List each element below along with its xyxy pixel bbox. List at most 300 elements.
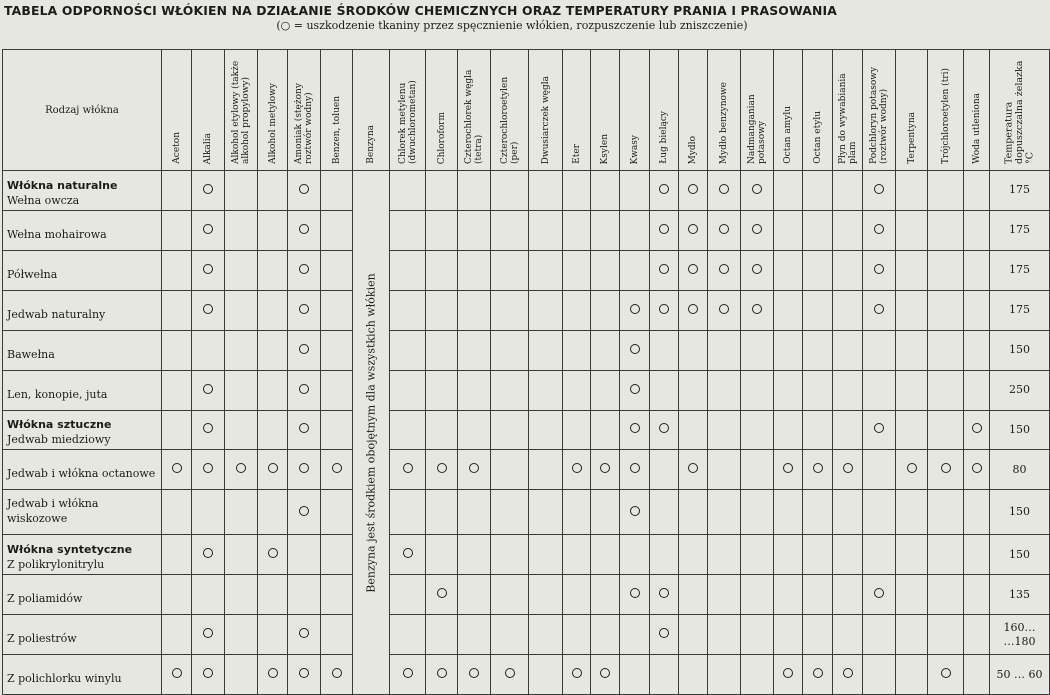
mark-cell bbox=[650, 290, 679, 330]
mark-cell bbox=[258, 210, 288, 250]
mark-cell bbox=[258, 410, 288, 450]
fiber-label: Jedwab naturalny bbox=[7, 307, 106, 321]
column-header-label: Alkohol etylowy (także alkohol propylowy) bbox=[231, 60, 251, 164]
mark-cell bbox=[162, 450, 192, 490]
fiber-label: Półwełna bbox=[7, 267, 58, 281]
mark-cell bbox=[620, 450, 650, 490]
mark-cell bbox=[258, 370, 288, 410]
mark-cell bbox=[225, 410, 258, 450]
mark-cell bbox=[964, 370, 990, 410]
table-row bbox=[3, 210, 1050, 250]
damage-circle-icon bbox=[659, 588, 669, 598]
mark-cell bbox=[774, 171, 803, 211]
fiber-name-cell bbox=[3, 290, 162, 330]
column-header bbox=[288, 50, 321, 171]
mark-cell bbox=[708, 171, 741, 211]
mark-cell bbox=[192, 290, 225, 330]
column-header bbox=[708, 50, 741, 171]
mark-cell bbox=[650, 615, 679, 655]
damage-circle-icon bbox=[752, 184, 762, 194]
column-header-label: Kwasy bbox=[629, 134, 640, 164]
damage-circle-icon bbox=[752, 224, 762, 234]
mark-cell bbox=[896, 490, 928, 535]
table-row bbox=[3, 535, 1050, 575]
damage-circle-icon bbox=[403, 548, 413, 558]
mark-cell bbox=[458, 290, 491, 330]
mark-cell bbox=[258, 535, 288, 575]
mark-cell bbox=[650, 450, 679, 490]
mark-cell bbox=[192, 490, 225, 535]
mark-cell bbox=[833, 370, 863, 410]
mark-cell bbox=[390, 290, 426, 330]
mark-cell bbox=[390, 615, 426, 655]
mark-cell bbox=[225, 450, 258, 490]
mark-cell bbox=[563, 490, 591, 535]
mark-cell bbox=[390, 450, 426, 490]
mark-cell bbox=[708, 410, 741, 450]
mark-cell bbox=[225, 490, 258, 535]
mark-cell bbox=[162, 290, 192, 330]
fiber-name-cell bbox=[3, 490, 162, 535]
mark-cell bbox=[964, 575, 990, 615]
fiber-label: Len, konopie, juta bbox=[7, 387, 108, 401]
mark-cell bbox=[529, 490, 563, 535]
mark-cell bbox=[620, 655, 650, 695]
mark-cell bbox=[928, 330, 964, 370]
mark-cell bbox=[321, 490, 353, 535]
mark-cell bbox=[563, 410, 591, 450]
mark-cell bbox=[803, 290, 833, 330]
mark-cell bbox=[162, 330, 192, 370]
mark-cell bbox=[458, 535, 491, 575]
mark-cell bbox=[928, 535, 964, 575]
mark-cell bbox=[258, 330, 288, 370]
temperature-cell: 80 bbox=[990, 450, 1050, 490]
mark-cell bbox=[679, 535, 708, 575]
column-header bbox=[896, 50, 928, 171]
mark-cell bbox=[620, 250, 650, 290]
damage-circle-icon bbox=[236, 463, 246, 473]
column-header-label: Temperatura dopuszczalna żelazka °C bbox=[1002, 60, 1035, 164]
mark-cell bbox=[288, 171, 321, 211]
mark-cell bbox=[288, 210, 321, 250]
mark-cell bbox=[863, 410, 896, 450]
mark-cell bbox=[225, 210, 258, 250]
table-row bbox=[3, 450, 1050, 490]
mark-cell bbox=[258, 290, 288, 330]
fiber-label: Wełna owcza bbox=[7, 193, 80, 207]
mark-cell bbox=[192, 450, 225, 490]
fiber-label: Jedwab i włókna wiskozowe bbox=[7, 497, 99, 526]
damage-circle-icon bbox=[813, 463, 823, 473]
damage-circle-icon bbox=[572, 668, 582, 678]
mark-cell bbox=[964, 490, 990, 535]
table-row bbox=[3, 290, 1050, 330]
damage-circle-icon bbox=[203, 264, 213, 274]
mark-cell bbox=[491, 250, 529, 290]
mark-cell bbox=[620, 210, 650, 250]
damage-circle-icon bbox=[972, 423, 982, 433]
mark-cell bbox=[458, 575, 491, 615]
mark-cell bbox=[426, 615, 458, 655]
mark-cell bbox=[591, 450, 620, 490]
column-header-label: Chloroform bbox=[436, 111, 447, 164]
mark-cell bbox=[803, 655, 833, 695]
mark-cell bbox=[288, 370, 321, 410]
mark-cell bbox=[225, 171, 258, 211]
mark-cell bbox=[774, 575, 803, 615]
mark-cell bbox=[321, 575, 353, 615]
mark-cell bbox=[529, 450, 563, 490]
damage-circle-icon bbox=[299, 304, 309, 314]
mark-cell bbox=[591, 210, 620, 250]
mark-cell bbox=[708, 250, 741, 290]
mark-cell bbox=[650, 575, 679, 615]
mark-cell bbox=[833, 330, 863, 370]
fiber-label: Z poliestrów bbox=[7, 632, 77, 646]
mark-cell bbox=[288, 615, 321, 655]
mark-cell bbox=[426, 171, 458, 211]
column-header bbox=[774, 50, 803, 171]
mark-cell bbox=[225, 290, 258, 330]
damage-circle-icon bbox=[572, 463, 582, 473]
mark-cell bbox=[620, 615, 650, 655]
damage-circle-icon bbox=[299, 628, 309, 638]
column-header-label: Eter bbox=[571, 144, 582, 164]
damage-circle-icon bbox=[437, 588, 447, 598]
mark-cell bbox=[458, 655, 491, 695]
mark-cell bbox=[288, 290, 321, 330]
mark-cell bbox=[803, 210, 833, 250]
column-header bbox=[390, 50, 426, 171]
damage-circle-icon bbox=[783, 668, 793, 678]
damage-circle-icon bbox=[299, 423, 309, 433]
damage-circle-icon bbox=[172, 463, 182, 473]
mark-cell bbox=[529, 250, 563, 290]
column-header bbox=[426, 50, 458, 171]
mark-cell bbox=[964, 171, 990, 211]
damage-circle-icon bbox=[783, 463, 793, 473]
mark-cell bbox=[833, 575, 863, 615]
fiber-name-cell bbox=[3, 450, 162, 490]
mark-cell bbox=[321, 171, 353, 211]
column-header-label: Woda utleniona bbox=[971, 93, 982, 164]
mark-cell bbox=[563, 535, 591, 575]
mark-cell bbox=[741, 250, 774, 290]
damage-circle-icon bbox=[874, 224, 884, 234]
mark-cell bbox=[491, 330, 529, 370]
mark-cell bbox=[288, 490, 321, 535]
mark-cell bbox=[321, 290, 353, 330]
column-header bbox=[563, 50, 591, 171]
damage-circle-icon bbox=[688, 224, 698, 234]
mark-cell bbox=[679, 655, 708, 695]
mark-cell bbox=[563, 290, 591, 330]
mark-cell bbox=[458, 370, 491, 410]
mark-cell bbox=[741, 535, 774, 575]
damage-circle-icon bbox=[203, 224, 213, 234]
mark-cell bbox=[896, 370, 928, 410]
damage-circle-icon bbox=[437, 668, 447, 678]
mark-cell bbox=[162, 655, 192, 695]
mark-cell bbox=[591, 290, 620, 330]
damage-circle-icon bbox=[332, 463, 342, 473]
mark-cell bbox=[896, 575, 928, 615]
mark-cell bbox=[225, 575, 258, 615]
mark-cell bbox=[708, 210, 741, 250]
fiber-label: Z polikrylonitrylu bbox=[7, 558, 105, 572]
mark-cell bbox=[863, 490, 896, 535]
mark-cell bbox=[321, 330, 353, 370]
mark-cell bbox=[620, 410, 650, 450]
damage-circle-icon bbox=[203, 304, 213, 314]
column-header-label: Dwusiarczek węgla bbox=[540, 75, 551, 164]
column-header bbox=[529, 50, 563, 171]
mark-cell bbox=[741, 370, 774, 410]
mark-cell bbox=[896, 615, 928, 655]
damage-circle-icon bbox=[630, 423, 640, 433]
mark-cell bbox=[288, 655, 321, 695]
damage-circle-icon bbox=[752, 304, 762, 314]
mark-cell bbox=[192, 410, 225, 450]
mark-cell bbox=[321, 615, 353, 655]
mark-cell bbox=[192, 330, 225, 370]
mark-cell bbox=[529, 410, 563, 450]
mark-cell bbox=[258, 450, 288, 490]
temperature-cell: 150 bbox=[990, 535, 1050, 575]
mark-cell bbox=[162, 575, 192, 615]
damage-circle-icon bbox=[630, 384, 640, 394]
mark-cell bbox=[863, 250, 896, 290]
row-header-label: Rodzaj włókna bbox=[3, 50, 162, 171]
mark-cell bbox=[803, 535, 833, 575]
fiber-name-cell bbox=[3, 330, 162, 370]
mark-cell bbox=[803, 330, 833, 370]
mark-cell bbox=[863, 655, 896, 695]
damage-circle-icon bbox=[688, 463, 698, 473]
mark-cell bbox=[620, 370, 650, 410]
fiber-label: Bawełna bbox=[7, 347, 55, 361]
mark-cell bbox=[529, 210, 563, 250]
mark-cell bbox=[426, 535, 458, 575]
mark-cell bbox=[491, 290, 529, 330]
mark-cell bbox=[321, 410, 353, 450]
table-row bbox=[3, 655, 1050, 695]
mark-cell bbox=[225, 330, 258, 370]
mark-cell bbox=[896, 171, 928, 211]
temperature-cell: 50 … 60 bbox=[990, 655, 1050, 695]
mark-cell bbox=[708, 290, 741, 330]
mark-cell bbox=[863, 450, 896, 490]
table-body bbox=[3, 171, 1050, 695]
mark-cell bbox=[426, 250, 458, 290]
damage-circle-icon bbox=[505, 668, 515, 678]
mark-cell bbox=[591, 575, 620, 615]
mark-cell bbox=[491, 410, 529, 450]
mark-cell bbox=[708, 490, 741, 535]
mark-cell bbox=[803, 575, 833, 615]
column-header-label: Chlorek metylenu (dwuchlorometan) bbox=[397, 80, 418, 164]
mark-cell bbox=[964, 535, 990, 575]
mark-cell bbox=[928, 410, 964, 450]
mark-cell bbox=[390, 655, 426, 695]
mark-cell bbox=[741, 450, 774, 490]
damage-circle-icon bbox=[874, 304, 884, 314]
fiber-group-label: Włókna syntetyczne bbox=[7, 543, 133, 557]
temperature-cell: 175 bbox=[990, 210, 1050, 250]
damage-circle-icon bbox=[203, 628, 213, 638]
mark-cell bbox=[708, 370, 741, 410]
mark-cell bbox=[390, 575, 426, 615]
mark-cell bbox=[679, 330, 708, 370]
column-header-label: Trójchloroetylen (tri) bbox=[940, 67, 951, 164]
table-row bbox=[3, 490, 1050, 535]
fiber-label: Z polichlorku winylu bbox=[7, 672, 122, 685]
mark-cell bbox=[288, 410, 321, 450]
mark-cell bbox=[741, 655, 774, 695]
mark-cell bbox=[491, 370, 529, 410]
mark-cell bbox=[928, 250, 964, 290]
mark-cell bbox=[896, 410, 928, 450]
mark-cell bbox=[964, 210, 990, 250]
fiber-name-cell bbox=[3, 171, 162, 211]
mark-cell bbox=[964, 615, 990, 655]
mark-cell bbox=[529, 535, 563, 575]
mark-cell bbox=[650, 410, 679, 450]
mark-cell bbox=[774, 410, 803, 450]
mark-cell bbox=[679, 370, 708, 410]
column-header bbox=[679, 50, 708, 171]
mark-cell bbox=[679, 210, 708, 250]
mark-cell bbox=[650, 370, 679, 410]
mark-cell bbox=[833, 490, 863, 535]
damage-circle-icon bbox=[688, 304, 698, 314]
mark-cell bbox=[928, 450, 964, 490]
mark-cell bbox=[896, 210, 928, 250]
table-row bbox=[3, 330, 1050, 370]
mark-cell bbox=[863, 535, 896, 575]
damage-circle-icon bbox=[203, 548, 213, 558]
damage-circle-icon bbox=[941, 668, 951, 678]
table-subtitle: (○ = uszkodzenie tkaniny przez spęcznienie włókien, rozpuszczenie lub zniszczenie) bbox=[276, 19, 748, 32]
fiber-name-cell bbox=[3, 370, 162, 410]
mark-cell bbox=[833, 655, 863, 695]
mark-cell bbox=[708, 330, 741, 370]
mark-cell bbox=[458, 450, 491, 490]
mark-cell bbox=[833, 250, 863, 290]
damage-circle-icon bbox=[659, 224, 669, 234]
mark-cell bbox=[620, 575, 650, 615]
mark-cell bbox=[774, 655, 803, 695]
mark-cell bbox=[708, 575, 741, 615]
mark-cell bbox=[964, 330, 990, 370]
column-header-label: Podchloryn potasowy (roztwór wodny) bbox=[869, 66, 889, 164]
damage-circle-icon bbox=[688, 184, 698, 194]
mark-cell bbox=[491, 450, 529, 490]
mark-cell bbox=[192, 171, 225, 211]
mark-cell bbox=[225, 250, 258, 290]
damage-circle-icon bbox=[403, 463, 413, 473]
benzyna-note-cell bbox=[353, 171, 390, 695]
mark-cell bbox=[563, 450, 591, 490]
column-header bbox=[192, 50, 225, 171]
damage-circle-icon bbox=[299, 384, 309, 394]
mark-cell bbox=[708, 535, 741, 575]
mark-cell bbox=[563, 615, 591, 655]
mark-cell bbox=[591, 171, 620, 211]
fiber-group-label: Włókna sztuczne bbox=[7, 418, 112, 432]
mark-cell bbox=[650, 330, 679, 370]
column-header-label: Mydło benzynowe bbox=[719, 81, 729, 164]
fiber-name-cell bbox=[3, 615, 162, 655]
mark-cell bbox=[928, 575, 964, 615]
column-header bbox=[990, 50, 1050, 171]
mark-cell bbox=[928, 370, 964, 410]
damage-circle-icon bbox=[874, 588, 884, 598]
mark-cell bbox=[863, 210, 896, 250]
mark-cell bbox=[741, 575, 774, 615]
mark-cell bbox=[863, 575, 896, 615]
temperature-cell: 135 bbox=[990, 575, 1050, 615]
mark-cell bbox=[964, 410, 990, 450]
damage-circle-icon bbox=[719, 304, 729, 314]
mark-cell bbox=[741, 410, 774, 450]
mark-cell bbox=[288, 250, 321, 290]
mark-cell bbox=[162, 171, 192, 211]
damage-circle-icon bbox=[813, 668, 823, 678]
mark-cell bbox=[774, 490, 803, 535]
fiber-name-cell bbox=[3, 250, 162, 290]
damage-circle-icon bbox=[659, 304, 669, 314]
mark-cell bbox=[964, 450, 990, 490]
mark-cell bbox=[491, 575, 529, 615]
column-header bbox=[162, 50, 192, 171]
table-row bbox=[3, 615, 1050, 655]
mark-cell bbox=[192, 575, 225, 615]
damage-circle-icon bbox=[600, 463, 610, 473]
temperature-line: …180 bbox=[1003, 634, 1036, 648]
damage-circle-icon bbox=[972, 463, 982, 473]
mark-cell bbox=[162, 210, 192, 250]
mark-cell bbox=[928, 171, 964, 211]
mark-cell bbox=[833, 535, 863, 575]
mark-cell bbox=[650, 171, 679, 211]
damage-circle-icon bbox=[403, 668, 413, 678]
table-row bbox=[3, 410, 1050, 450]
column-header-label: Aceton bbox=[171, 132, 182, 164]
column-header bbox=[741, 50, 774, 171]
mark-cell bbox=[426, 370, 458, 410]
mark-cell bbox=[258, 490, 288, 535]
mark-cell bbox=[563, 370, 591, 410]
damage-circle-icon bbox=[874, 184, 884, 194]
damage-circle-icon bbox=[469, 463, 479, 473]
mark-cell bbox=[650, 655, 679, 695]
mark-cell bbox=[426, 655, 458, 695]
column-header bbox=[321, 50, 353, 171]
temperature-line: 160… bbox=[1003, 620, 1036, 634]
mark-cell bbox=[258, 250, 288, 290]
damage-circle-icon bbox=[843, 668, 853, 678]
mark-cell bbox=[591, 490, 620, 535]
mark-cell bbox=[288, 535, 321, 575]
mark-cell bbox=[162, 535, 192, 575]
mark-cell bbox=[741, 615, 774, 655]
mark-cell bbox=[741, 171, 774, 211]
mark-cell bbox=[192, 655, 225, 695]
mark-cell bbox=[288, 575, 321, 615]
damage-circle-icon bbox=[843, 463, 853, 473]
